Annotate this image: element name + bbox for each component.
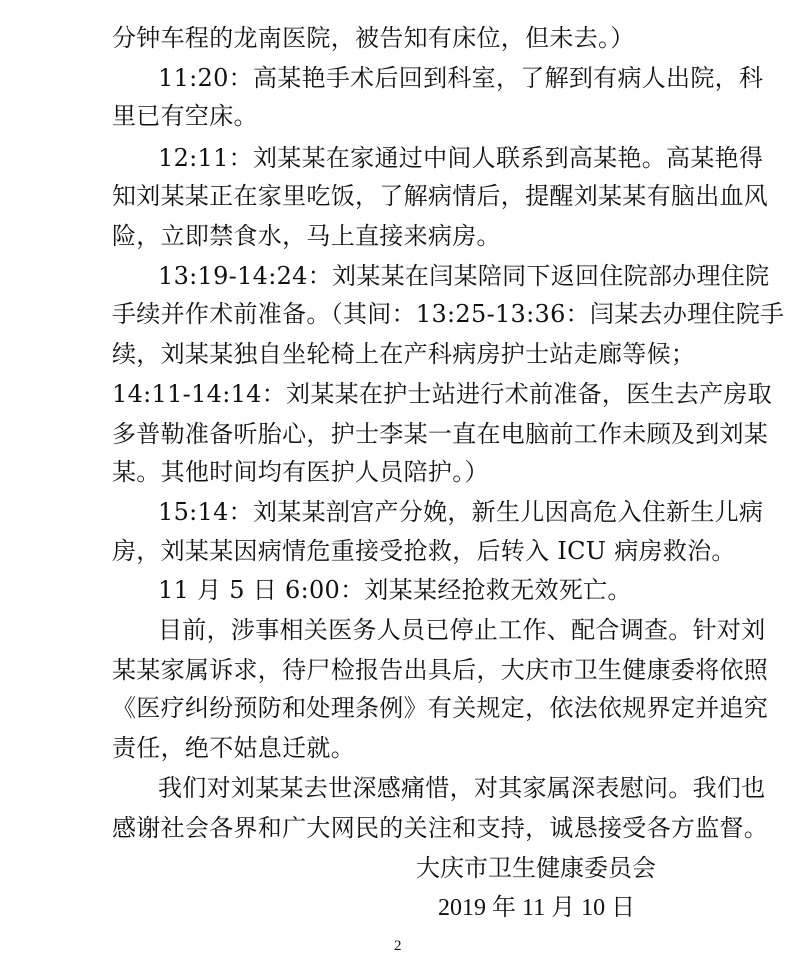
text-line-4: 12:11：刘某某在家通过中间人联系到高某艳。高某艳得 [158, 144, 764, 172]
signature-date: 2019 年 11 月 10 日 [438, 895, 636, 921]
text-line-3: 里已有空床。 [112, 102, 258, 130]
text-line-9: 续，刘某某独自坐轮椅上在产科病房护士站走廊等候； [112, 340, 696, 368]
text-line-5: 知刘某某正在家里吃饭，了解病情后，提醒刘某某有脑出血风 [112, 182, 769, 210]
text-line-12: 某。其他时间均有医护人员陪护。） [112, 458, 489, 486]
text-line-16: 目前，涉事相关医务人员已停止工作、配合调查。针对刘 [158, 616, 766, 644]
text-line-20: 我们对刘某某去世深感痛惜，对其家属深表慰问。我们也 [158, 774, 766, 802]
text-line-18: 《医疗纠纷预防和处理条例》有关规定，依法依规界定并追究 [112, 694, 769, 722]
text-line-21: 感谢社会各界和广大网民的关注和支持，诚恳接受各方监督。 [112, 814, 769, 842]
text-line-17: 某某家属诉求，待尸检报告出具后，大庆市卫生健康委将依照 [112, 656, 769, 684]
text-line-15: 11 月 5 日 6:00：刘某某经抢救无效死亡。 [158, 576, 632, 604]
text-line-7: 13:19-14:24：刘某某在闫某陪同下返回住院部办理住院 [158, 262, 770, 290]
text-line-8: 手续并作术前准备。（其间：13:25-13:36：闫某去办理住院手 [112, 300, 785, 328]
text-line-10: 14:11-14:14：刘某某在护士站进行术前准备，医生去产房取 [112, 380, 773, 408]
text-line-14: 房，刘某某因病情危重接受抢救，后转入 ICU 病房救治。 [112, 537, 736, 565]
page-number: 2 [394, 938, 402, 954]
text-line-6: 险，立即禁食水，马上直接来病房。 [112, 222, 501, 250]
text-line-1: 分钟车程的龙南医院，被告知有床位，但未去。） [112, 24, 635, 52]
text-line-11: 多普勒准备听胎心，护士李某一直在电脑前工作未顾及到刘某 [112, 420, 769, 448]
signature-organization: 大庆市卫生健康委员会 [416, 854, 656, 882]
text-line-2: 11:20：高某艳手术后回到科室，了解到有病人出院，科 [158, 64, 764, 92]
text-line-13: 15:14：刘某某剖宫产分娩，新生儿因高危入住新生儿病 [158, 498, 764, 526]
text-line-19: 责任，绝不姑息迁就。 [112, 734, 355, 762]
